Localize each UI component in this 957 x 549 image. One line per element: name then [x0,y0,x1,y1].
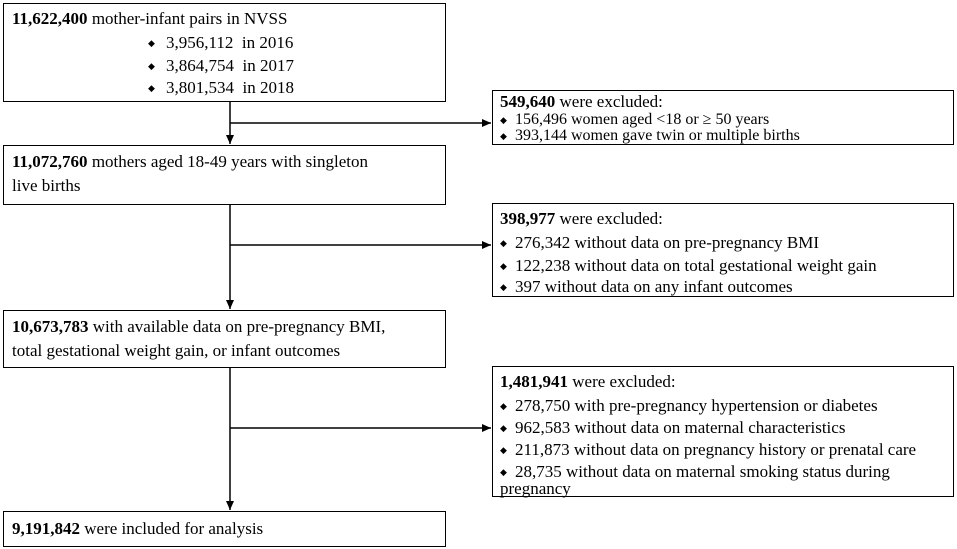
eligible-mothers-line-2: live births [12,176,81,195]
bullet-icon: ◆ [500,115,507,125]
exclusion-2-count: 398,977 [500,209,556,228]
eligible-mothers-line-1 [12,152,368,172]
available-data-count: 10,673,783 [12,317,89,336]
eligible-mothers-text: mothers aged 18-49 years with singleton [87,152,369,171]
nvss-total-title [12,9,287,29]
bullet-icon: ◆ [500,131,507,141]
included-title [12,519,263,539]
available-data-text: with available data on pre-pregnancy BMI, [88,317,386,336]
available-data-line-1 [12,317,385,337]
exclusion-3-item: 962,583 without data on maternal characteristics [515,418,846,437]
nvss-total-count: 11,622,400 [12,9,88,28]
exclusion-1-item: 156,496 women aged <18 or ≥ 50 years [515,111,770,128]
exclusion-2-item: 276,342 without data on pre-pregnancy BMI [515,233,820,252]
bullet-icon: ◆ [500,467,507,477]
exclusion-2-text: were excluded: [555,209,663,228]
bullet-icon: ◆ [500,445,507,455]
year-2017-item [166,56,294,76]
bullet-icon: ◆ [500,423,507,433]
year-2016-item [166,33,293,53]
exclusion-3-count: 1,481,941 [500,372,568,391]
bullet-icon: ◆ [148,38,155,48]
exclusion-3-title [500,372,676,392]
eligible-mothers-count: 11,072,760 [12,152,88,171]
year-2018-item [166,78,294,98]
year-count: 3,864,754 [166,56,234,75]
exclusion-2-title [500,209,663,229]
year-label: in 2016 [241,33,294,52]
year-label: in 2017 [242,56,294,75]
bullet-icon: ◆ [500,401,507,411]
exclusion-3-item: 28,735 without data on maternal smoking status during [515,462,890,481]
bullet-icon: ◆ [500,282,507,292]
exclusion-1-title [500,92,663,112]
bullet-icon: ◆ [148,61,155,71]
exclusion-3-item-continuation: pregnancy [500,479,571,498]
bullet-icon: ◆ [500,261,507,271]
year-count: 3,956,112 [166,33,234,52]
exclusion-1-item: 393,144 women gave twin or multiple births [515,127,800,144]
exclusion-1-text: were excluded: [555,92,663,111]
year-count: 3,801,534 [166,78,234,97]
nvss-total-text: mother-infant pairs in NVSS [87,9,288,28]
year-label: in 2018 [242,78,294,97]
exclusion-3-item: 211,873 without data on pregnancy history or prenatal care [515,440,917,459]
included-count: 9,191,842 [12,519,80,538]
bullet-icon: ◆ [500,238,507,248]
exclusion-2-item: 122,238 without data on total gestational weight gain [515,256,877,275]
included-text: were included for analysis [80,519,264,538]
exclusion-3-text: were excluded: [568,372,676,391]
exclusion-2-item: 397 without data on any infant outcomes [515,277,793,296]
available-data-line-2: total gestational weight gain, or infant outcomes [12,341,341,360]
bullet-icon: ◆ [148,83,155,93]
exclusion-3-item: 278,750 with pre-pregnancy hypertension or diabetes [515,396,878,415]
exclusion-1-count: 549,640 [500,92,556,111]
